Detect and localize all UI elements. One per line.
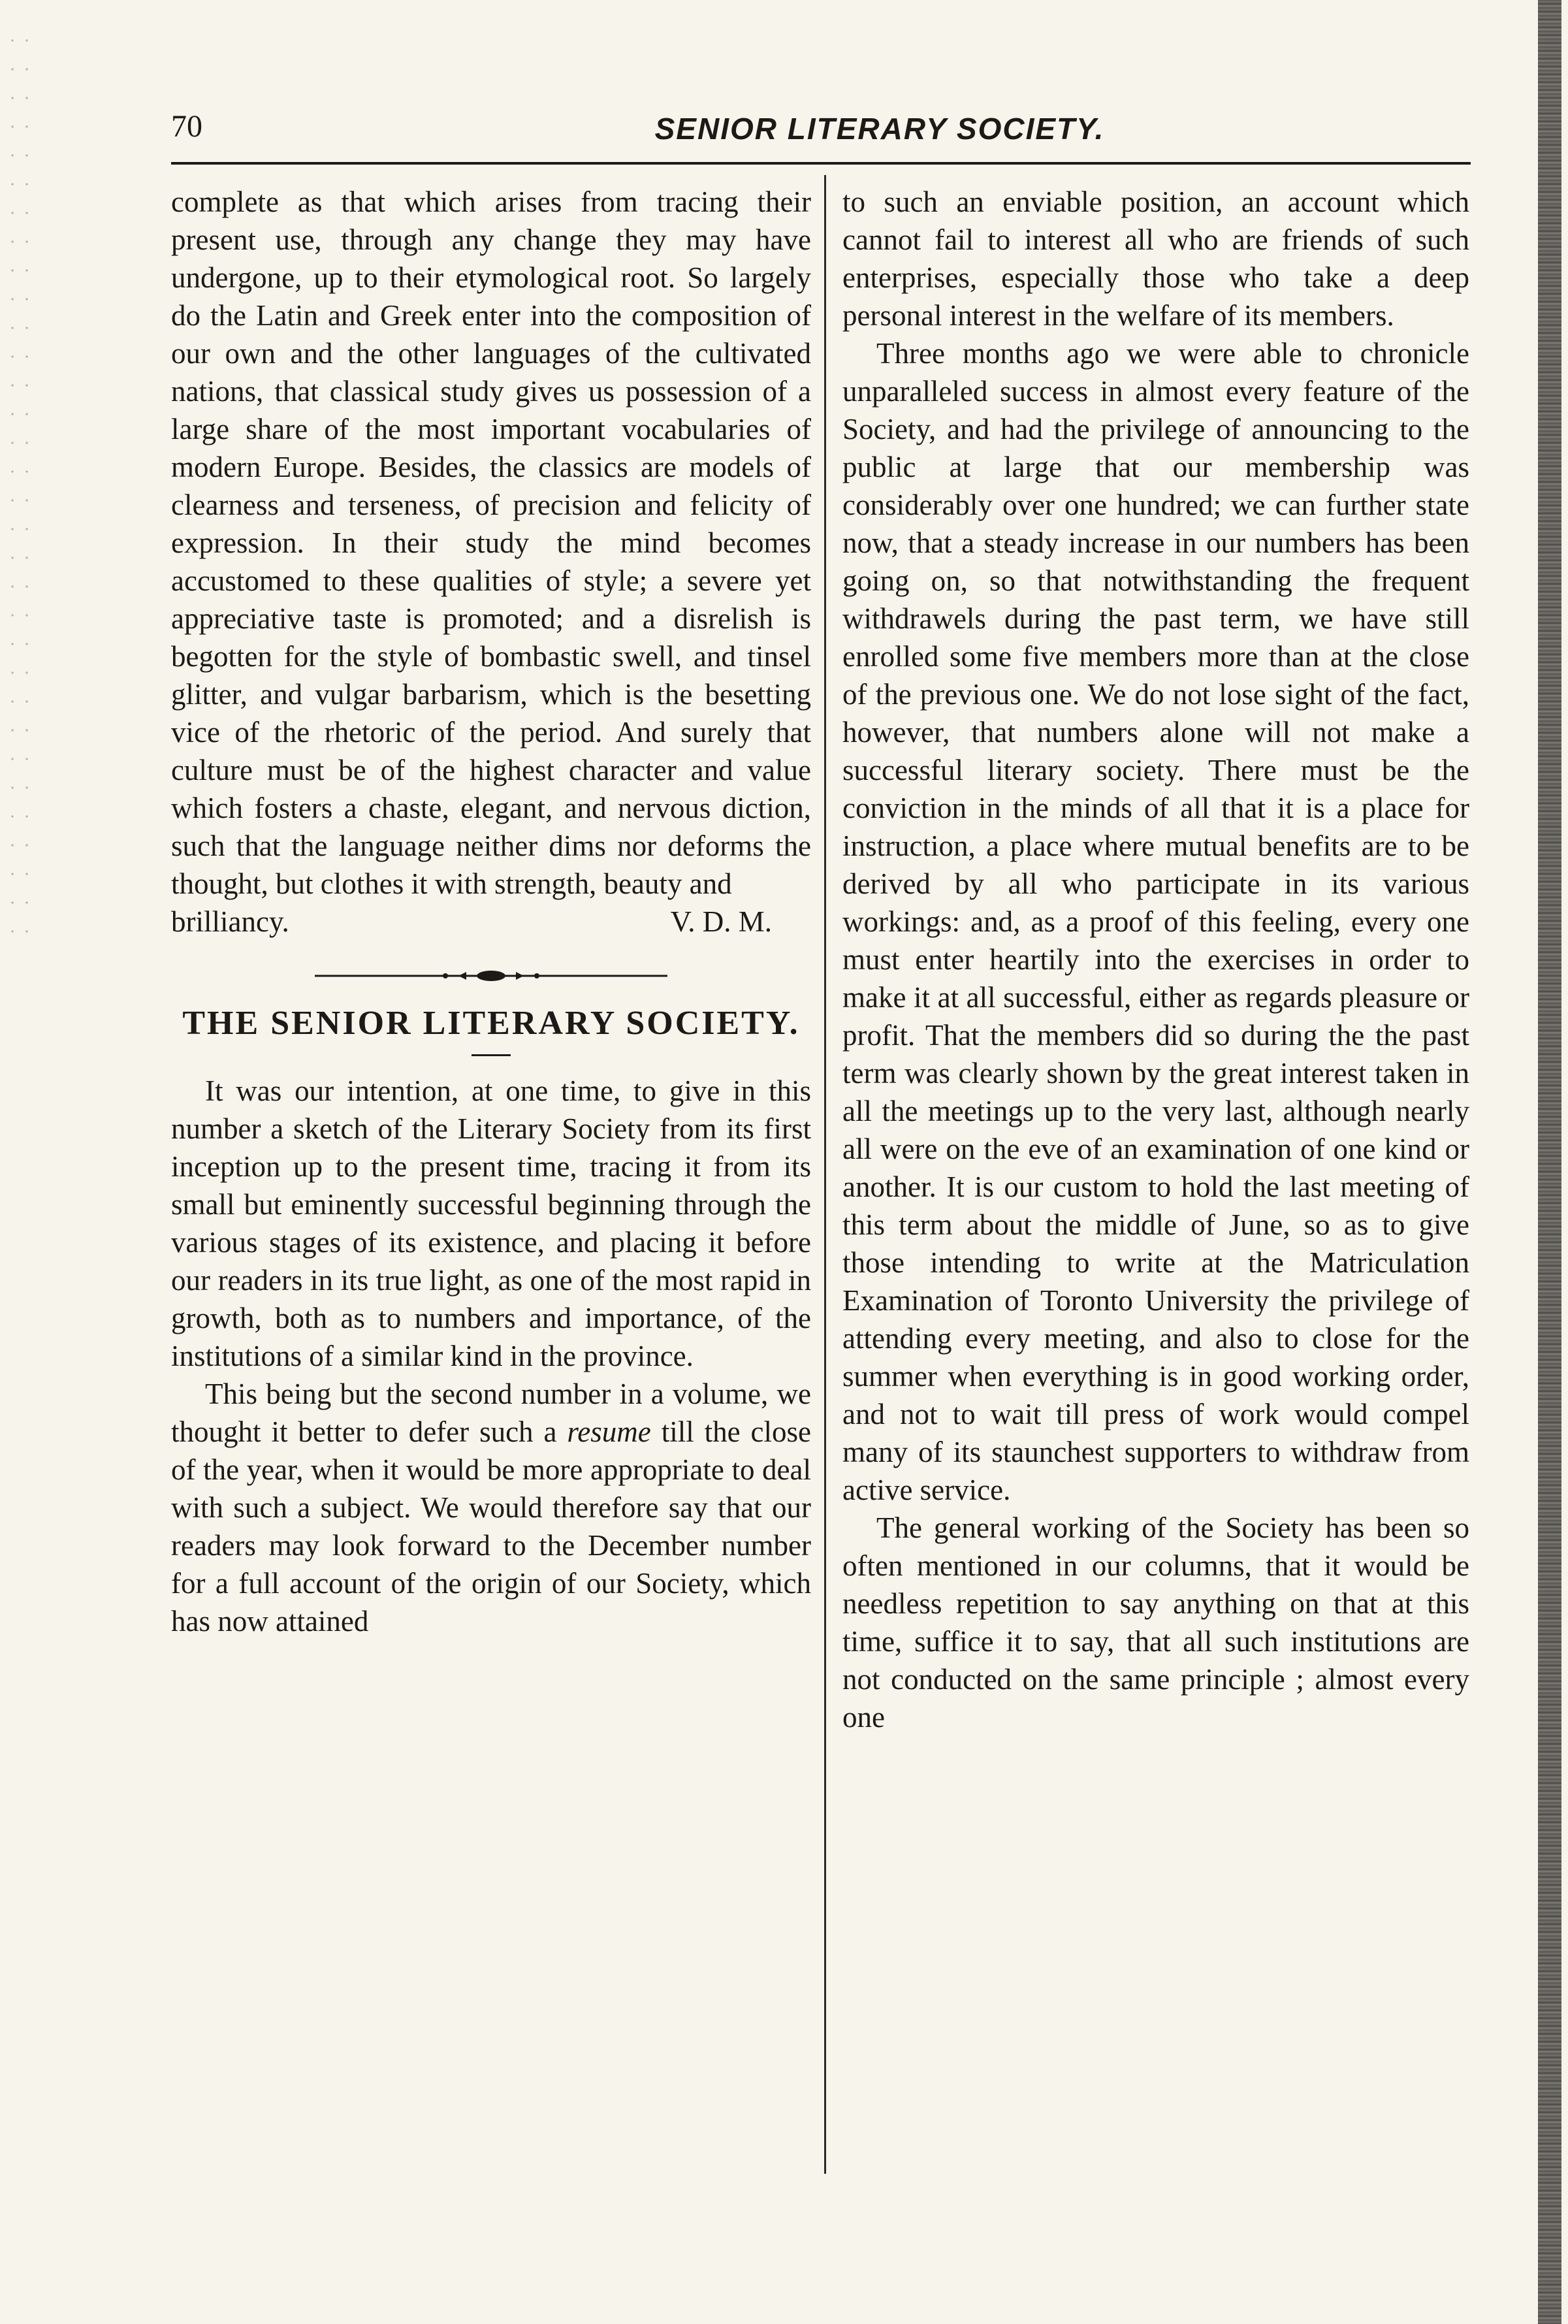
- header-rule: [171, 162, 1471, 165]
- continued-paragraph: complete as that which arises from tracing their present use, through any change they may have undergone, up to their etymological root. So largely do the Latin and Greek enter into the composition of our own and the other languages of the cultivated nations, that classical study gives us possession of a large share of the most important vocabularies of modern Europe. Besides, the classics are models of clearness and terseness, of precision and felicity of expression. In their study the mind becomes accustomed to these qualities of style; a severe yet appreciative taste is promoted; and a disrelish is begotten for the style of bombastic swell, and tinsel glitter, and vulgar barbarism, which is the besetting vice of the rhetoric of the period. And surely that culture must be of the highest character and value which fosters a chaste, elegant, and nervous diction, such that the language neither dims nor deforms the thought, but clothes it with strength, beauty and: [171, 186, 811, 900]
- column-divider: [824, 175, 826, 2174]
- author-signature: V. D. M.: [670, 905, 772, 938]
- right-paragraph-3: The general working of the Society has been so often mentioned in our columns, that it would be needless repetition to say anything on that at this time, suffice it to say, that all such institutions are not conducted on the same principle ; almost every one: [842, 1511, 1469, 1734]
- article-paragraph-2: This being but the second number in a volume, we thought it better to defer such a resume till the close of the year, when it would be more appropriate to deal with such a subject. We would therefore say that our readers may look forward to the December number for a full account of the origin of our Society, which has now attained: [171, 1378, 812, 1638]
- right-column: [842, 183, 1469, 1736]
- scan-speckle-left: [5, 26, 38, 941]
- italic-term: resume: [567, 1415, 651, 1448]
- ornament-divider-icon: [315, 969, 667, 982]
- title-dash: [171, 1054, 811, 1056]
- right-paragraph-2: Three months ago we were able to chronicle unparalleled success in almost every feature of the Society, and had the privilege of announcing to the public at large that our membership was considerably over one hundred; we can further state now, that a steady increase in our numbers has been going on, so that notwithstanding the frequent withdrawels during the past term, we have still enrolled some five members more than at the close of the previous one. We do not lose sight of the fact, however, that numbers alone will not make a successful literary society. There must be the conviction in the minds of all that it is a place for instruction, a place where mutual benefits are to be derived by all who participate in its various workings: and, as a proof of this feeling, every one must enter heartily into the exercises in order to make it at all successful, either as regards pleasure or profit. That the members did so during the the past term was clearly shown by the great interest taken in all the meetings up to the very last, although nearly all were on the eve of an examination of one kind or another. It is our custom to hold the last meeting of this term about the middle of June, so as to give those intending to write at the Matriculation Examination of Toronto University the privilege of attending every meeting, and also to close for the summer when everything is in good working order, and not to wait till press of work would compel many of its staunchest supporters to withdraw from active service.: [842, 337, 1469, 1506]
- scan-border-right: [1538, 0, 1561, 2324]
- left-column: [171, 183, 811, 1640]
- page-number: 70: [171, 109, 202, 144]
- article-title: THE SENIOR LITERARY SOCIETY.: [182, 1005, 800, 1042]
- article-paragraph-1: It was our intention, at one time, to give in this number a sketch of the Literary Society from its first inception up to the present time, tracing it from its small but eminently successful beginning through the various stages of its existence, and placing it before our readers in its true light, as one of the most rapid in growth, both as to numbers and importance, of the institutions of a similar kind in the province.: [171, 1074, 811, 1372]
- page-header: [171, 105, 1471, 150]
- section-ornament: [171, 969, 811, 982]
- right-paragraph-1: to such an enviable position, an account which cannot fail to interest all who are friends of such enterprises, especially those who take a deep personal interest in the welfare of its members.: [842, 186, 1469, 332]
- running-title: SENIOR LITERARY SOCIETY.: [654, 112, 1105, 146]
- closing-word: brilliancy.: [171, 905, 289, 938]
- signoff-line: [171, 903, 811, 941]
